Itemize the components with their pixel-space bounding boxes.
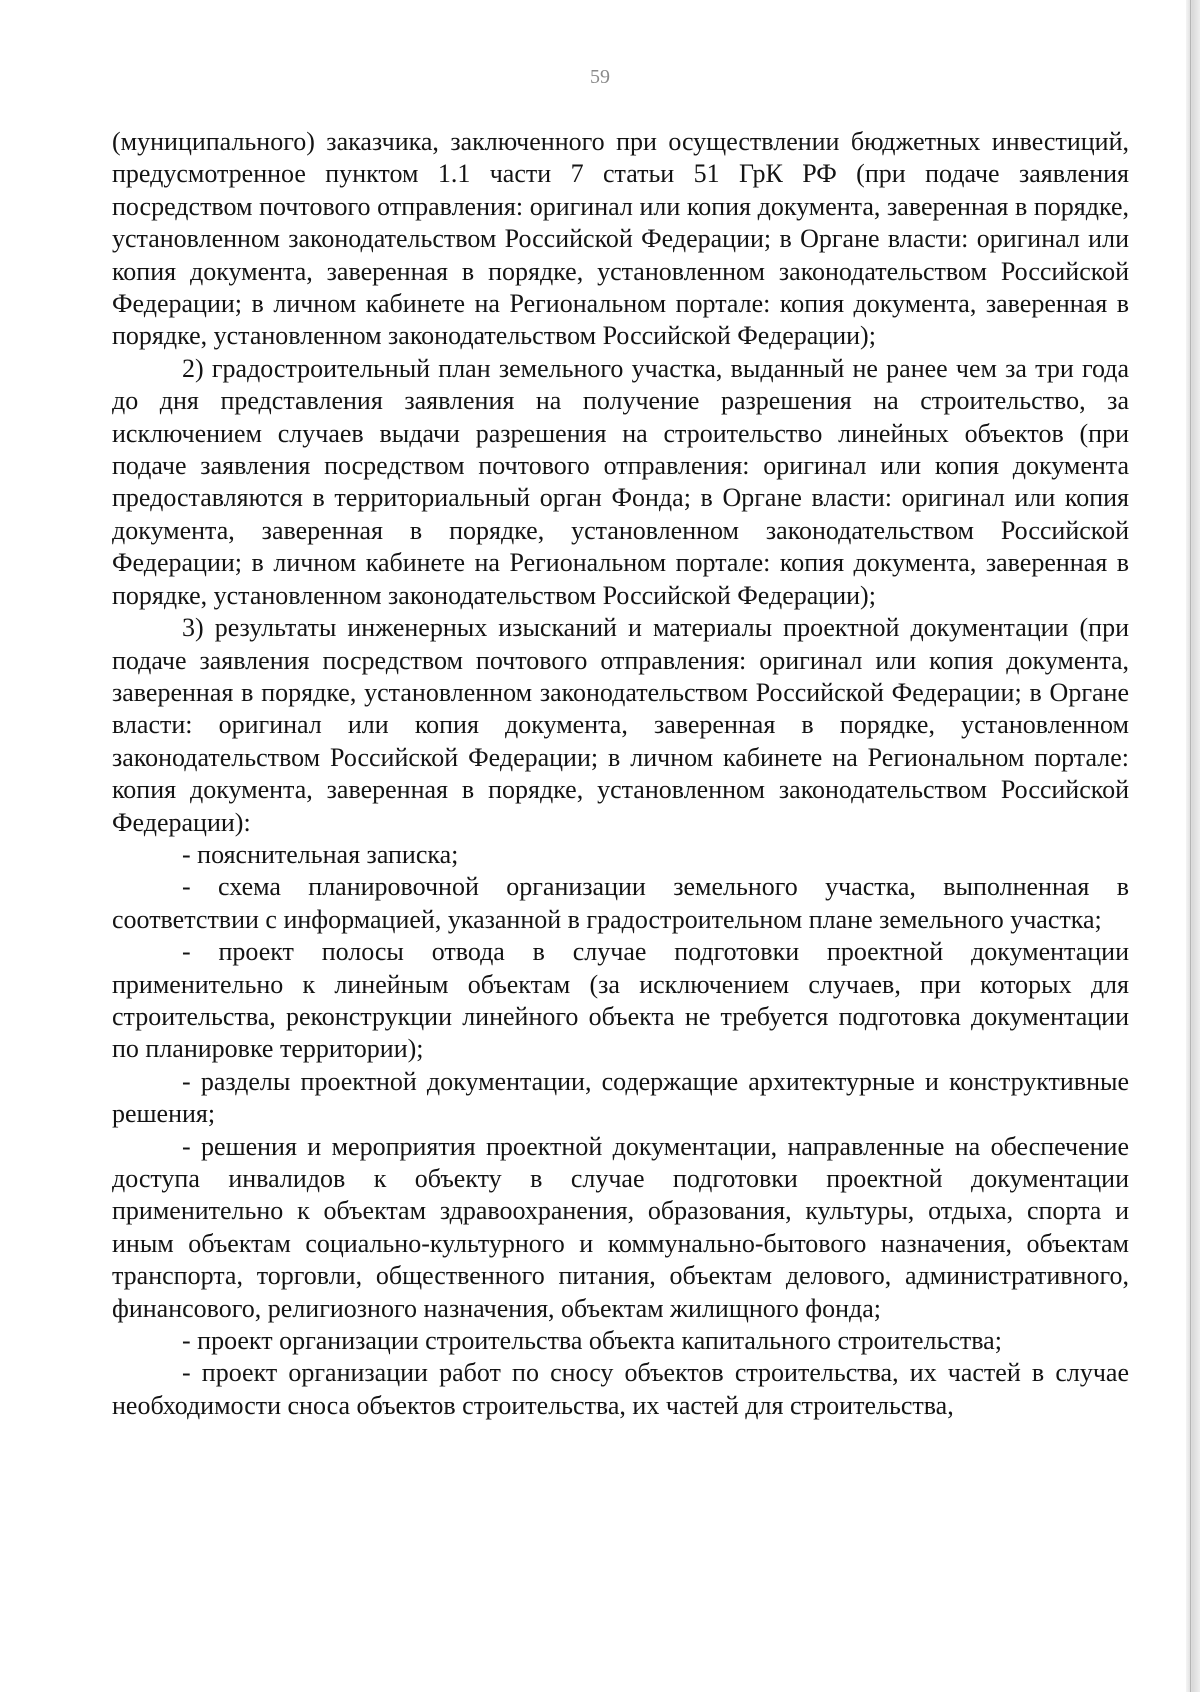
list-item: - пояснительная записка; (182, 839, 459, 869)
paragraph-item-2: 2) градостроительный план земельного участка, выданный не ранее чем за три года до дня представления заявления на получение разрешения на строительство, за исключением случаев выдачи разрешения на строительство линейных объектов (при подаче заявления посредством почтового отправления: оригинал или копия документа предоставляются в территориальный орган Фонда; в Органе власти: оригинал или копия документа, заверенная в порядке, установленном законодательством Российской Федерации; в личном кабинете на Региональном портале: копия документа, заверенная в порядке, установленном законодательством Российской Федерации); (112, 353, 1129, 610)
list-item: - проект организации строительства объекта капитального строительства; (182, 1326, 1002, 1356)
paragraph-item-3: 3) результаты инженерных изысканий и материалы проектной документации (при подаче заявления посредством почтового отправления: оригинал или копия документа, заверенная в порядке, установленном законодательством Российской Федерации; в Органе власти: оригинал или копия документа, заверенная в порядке, установленном законодательством Российской Федерации; в личном кабинете на Региональном портале: копия документа, заверенная в порядке, установленном законодательством Российской Федерации): (112, 613, 1129, 837)
list-item: - решения и мероприятия проектной документации, направленные на обеспечение доступа инвалидов к объекту в случае подготовки проектной документации применительно к объектам здравоохранения, образования, культуры, отдыха, спорта и иным объектам социально-культурного и коммунально-бытового назначения, объектам транспорта, торговли, общественного питания, объектам делового, административного, финансового, религиозного назначения, объектам жилищного фонда; (112, 1131, 1129, 1323)
page-number: 59 (590, 66, 610, 88)
list-item: - проект полосы отвода в случае подготовки проектной документации применительно к линейным объектам (за исключением случаев, при которых для строительства, реконструкции линейного объекта не требуется подготовка документации по планировке территории); (112, 937, 1129, 1064)
list-item: - проект организации работ по сносу объектов строительства, их частей в случае необходимости сноса объектов строительства, их частей для строительства, (112, 1358, 1129, 1420)
paragraph-continuation: (муниципального) заказчика, заключенного при осуществлении бюджетных инвестиций, предусмотренное пунктом 1.1 части 7 статьи 51 ГрК РФ (при подаче заявления посредством почтового отправления: оригинал или копия документа, заверенная в порядке, установленном законодательством Российской Федерации; в Органе власти: оригинал или копия документа, заверенная в порядке, установленном законодательством Российской Федерации; в личном кабинете на Региональном портале: копия документа, заверенная в порядке, установленном законодательством Российской Федерации); (112, 127, 1129, 351)
scan-edge-line (1190, 0, 1191, 1692)
list-item: - схема планировочной организации земельного участка, выполненная в соответствии с информацией, указанной в градостроительном плане земельного участка; (112, 872, 1129, 934)
scan-edge-shadow (1186, 0, 1200, 1692)
document-body (112, 126, 1129, 1422)
list-item: - разделы проектной документации, содержащие архитектурные и конструктивные решения; (112, 1066, 1129, 1129)
